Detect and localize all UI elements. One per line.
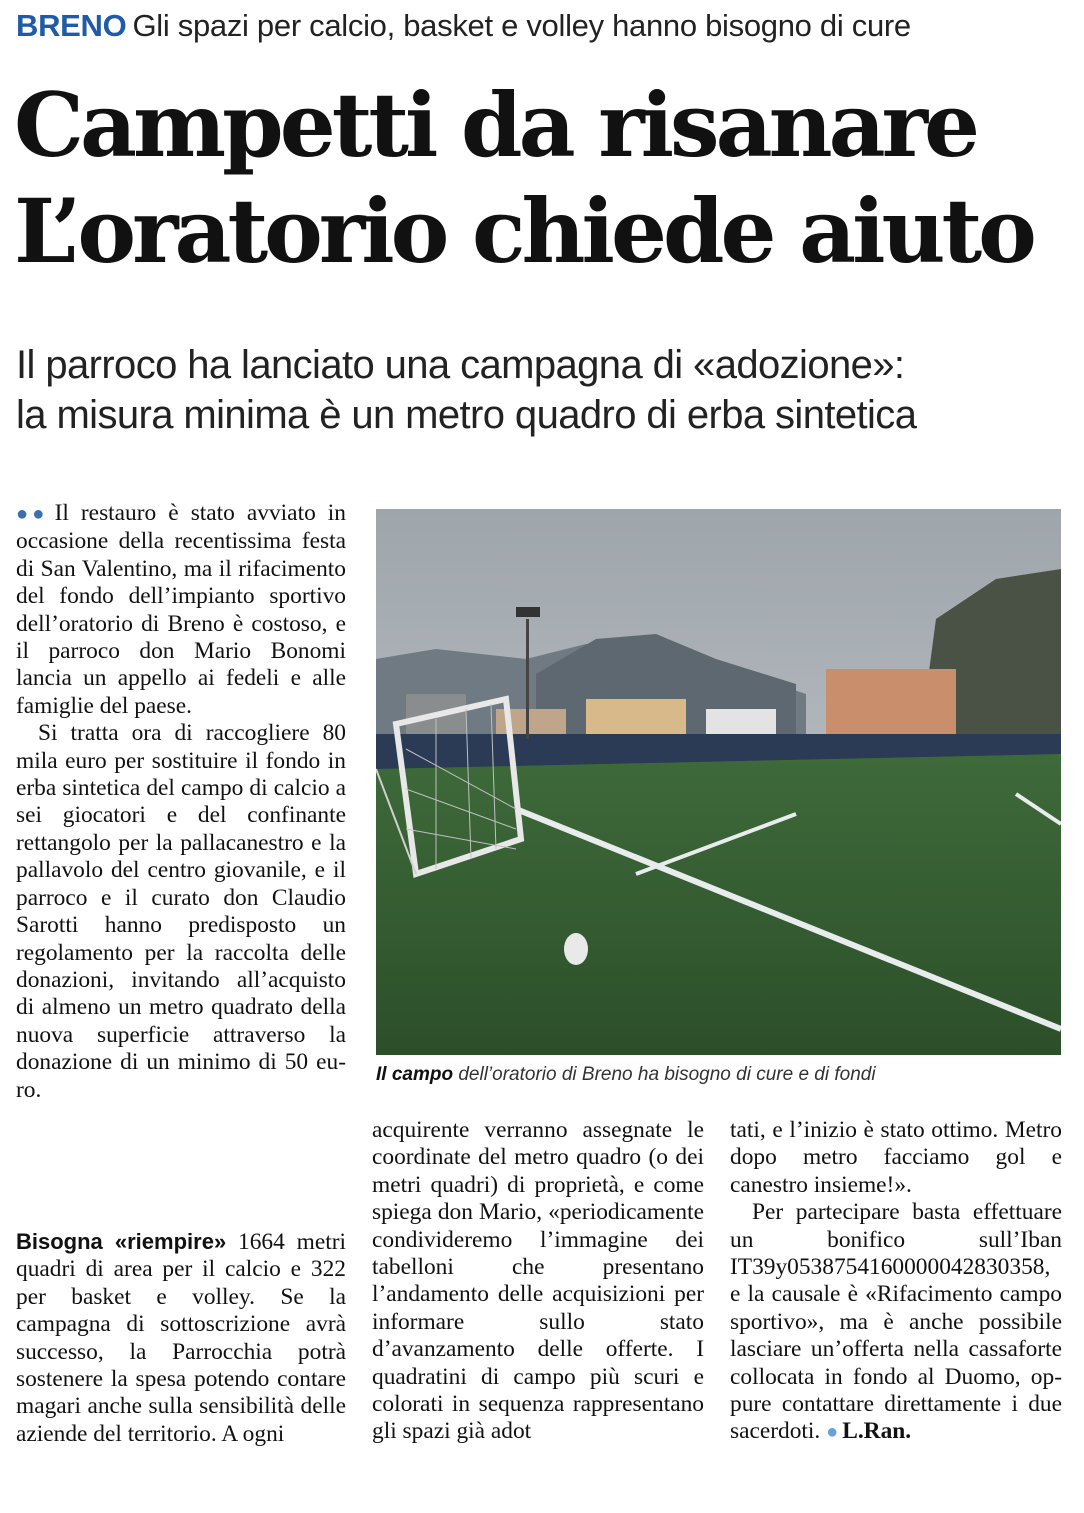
headline: [14, 72, 1078, 284]
article-column-2: [16, 1228, 346, 1448]
paragraph-3-lead: Bisogna «riempire»: [16, 1229, 227, 1254]
kicker: [16, 6, 1076, 46]
caption-bold: Il campo: [376, 1064, 454, 1085]
paragraph-6-text: Per partecipare basta effettuare un bonifico sull’Iban IT39y0538754160000042830358, e la causale è «Rifacimento campo sportivo», ma è anche possibile lasciare un’offerta nella cassaforte collocata in fondo al Duomo, oppure contattare direttamente i due sacerdoti.: [730, 1199, 1062, 1445]
paragraph-1: [16, 500, 346, 720]
kicker-location: BRENO: [16, 8, 127, 43]
field-photo: [376, 509, 1061, 1055]
paragraph-4: acquirente verranno assegnate le coordinate del metro quadro (o dei metri quadri) di proprietà, e come spiega don Mario, «periodicamente condivideremo l’immagine dei tabelloni che presentano l’andamento delle acquisizioni per informare sullo stato d’avanzamento delle offerte. I quadratini di campo più scuri e colorati in sequenza rappresentano gli spazi già adot: [372, 1117, 704, 1445]
article-column-3: [372, 1117, 704, 1446]
paragraph-2: Si tratta ora di raccogliere 80 mila euro per sostituire il fondo in erba sintetica del campo di calcio a sei giocatori e del confinante rettangolo per la pallacanestro e la pallavolo del centro giovanile, e il parroco e il curato don Claudio Sarotti hanno predisposto un regolamento per la raccolta delle donazioni, invitando all’acquisto di almeno un metro quadrato della nuova superficie attraverso la donazione di un minimo di 50 euro.: [16, 720, 346, 1103]
photo-caption: [376, 1062, 1066, 1088]
caption-text: dell’oratorio di Breno ha bisogno di cure e di fondi: [453, 1064, 876, 1085]
headline-line-2: L’oratorio chiede aiuto: [14, 179, 1033, 283]
article-column-1: [16, 500, 346, 1104]
signature: L.Ran.: [842, 1418, 912, 1445]
lead-dots-icon: ●●: [16, 503, 49, 525]
paragraph-3: [16, 1228, 346, 1448]
headline-line-1: Campetti da risanare: [14, 73, 976, 177]
deck-line-2: la misura minima è un metro quadro di erba sintetica: [16, 393, 917, 437]
field-photo-image: [376, 509, 1061, 1055]
deck-line-1: Il parroco ha lanciato una campagna di «adozione»:: [16, 343, 905, 387]
kicker-subtitle: Gli spazi per calcio, basket e volley hanno bisogno di cure: [132, 8, 911, 43]
article-column-4: [730, 1117, 1062, 1447]
paragraph-1-text: Il restauro è stato avviato in occasione della recentissima festa di San Valentino, ma il rifacimento del fondo dell’impianto sportivo dell’oratorio di Breno è costoso, e il parroco don Mario Bonomi lancia un appello ai fedeli e alle famiglie del paese.: [16, 500, 346, 719]
deck: [16, 340, 1080, 440]
paragraph-6: [730, 1199, 1062, 1447]
paragraph-3-text: 1664 metri quadri di area per il calcio e 322 per basket e volley. Se la campagna di sottoscrizione avrà successo, la Parrocchia potrà sostenere la spesa potendo contare magari anche sulla sensibilità delle aziende del territorio. A ogni: [16, 1229, 347, 1447]
paragraph-5: tati, e l’inizio è stato ottimo. Metro dopo metro facciamo gol e canestro insieme!».: [730, 1117, 1062, 1198]
signature-dot-icon: ●: [826, 1421, 839, 1444]
